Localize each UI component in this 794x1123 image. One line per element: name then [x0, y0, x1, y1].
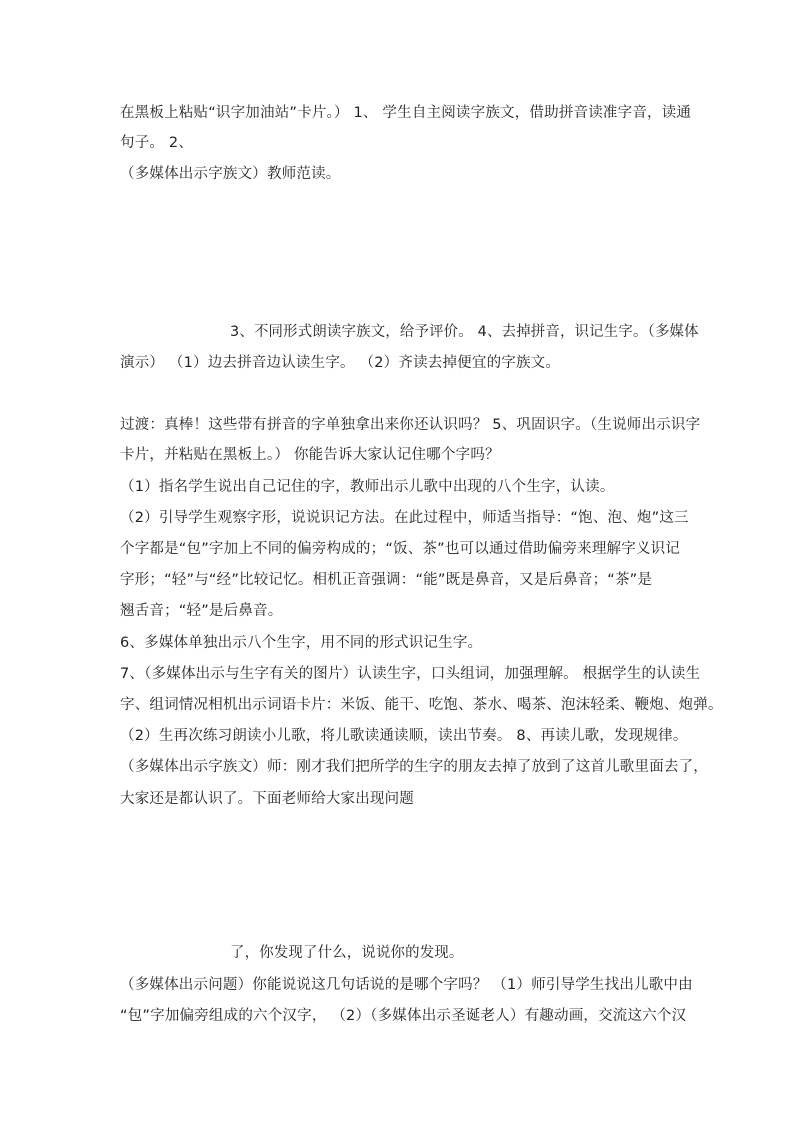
- text-line: 在黑板上粘贴“识字加油站”卡片。） 1、 学生自主阅读字族文，借助拼音读准字音，读通: [120, 105, 692, 121]
- text-line: 了，你发现了什么，说说你的发现。: [230, 945, 464, 961]
- text-line: 过渡：真棒！这些带有拼音的字单独拿出来你还认识吗？ 5、巩固识字。（生说师出示识字: [120, 417, 701, 433]
- text-line: （2）生再次练习朗读小儿歌，将儿歌读通读顺，读出节奏。 8、再读儿歌，发现规律。: [120, 728, 688, 744]
- text-line: 演示） （1）边去拼音边认读生字。 （2）齐读去掉便宜的字族文。: [120, 355, 561, 371]
- text-line: 7、（多媒体出示与生字有关的图片）认读生字，口头组词，加强理解。 根据学生的认读生: [120, 666, 701, 682]
- text-line: 6、多媒体单独出示八个生字，用不同的形式识记生字。: [120, 635, 483, 651]
- text-line: （2）引导学生观察字形，说说识记方法。在此过程中，师适当指导：“饱、泡、炮”这三: [120, 510, 689, 526]
- text-line: 卡片，并粘贴在黑板上。） 你能告诉大家认记住哪个字吗？: [120, 447, 500, 463]
- text-line: 字形；“轻”与“经”比较记忆。相机正音强调：“能”既是鼻音，又是后鼻音；“茶”是: [120, 572, 653, 588]
- text-line: 句子。 2、: [120, 135, 194, 151]
- text-line: 字、组词情况相机出示词语卡片：米饭、能干、吃饱、茶水、喝茶、泡沫轻柔、鞭炮、炮弹。: [120, 697, 723, 713]
- text-line: “包”字加偏旁组成的六个汉字， （2）（多媒体出示圣诞老人）有趣动画，交流这六个汉: [120, 1008, 687, 1024]
- text-line: 大家还是都认识了。下面老师给大家出现问题: [120, 791, 414, 807]
- text-line: 翘舌音；“轻”是后鼻音。: [120, 603, 283, 619]
- text-line: 个字都是“包”字加上不同的偏旁构成的；“饭、茶”也可以通过借助偏旁来理解字义识记: [120, 541, 681, 557]
- text-line: （多媒体出示问题）你能说说这几句话说的是哪个字吗？ （1）师引导学生找出儿歌中由: [120, 977, 693, 993]
- text-line: （1）指名学生说出自己记住的字，教师出示儿歌中出现的八个生字，认读。: [120, 479, 615, 495]
- text-line: 3、不同形式朗读字族文，给予评价。 4、去掉拼音，识记生字。（多媒体: [230, 324, 699, 340]
- text-line: （多媒体出示字族文）师：刚才我们把所学的生字的朋友去掉了放到了这首儿歌里面去了，: [120, 759, 708, 775]
- text-line: （多媒体出示字族文）教师范读。: [120, 166, 341, 182]
